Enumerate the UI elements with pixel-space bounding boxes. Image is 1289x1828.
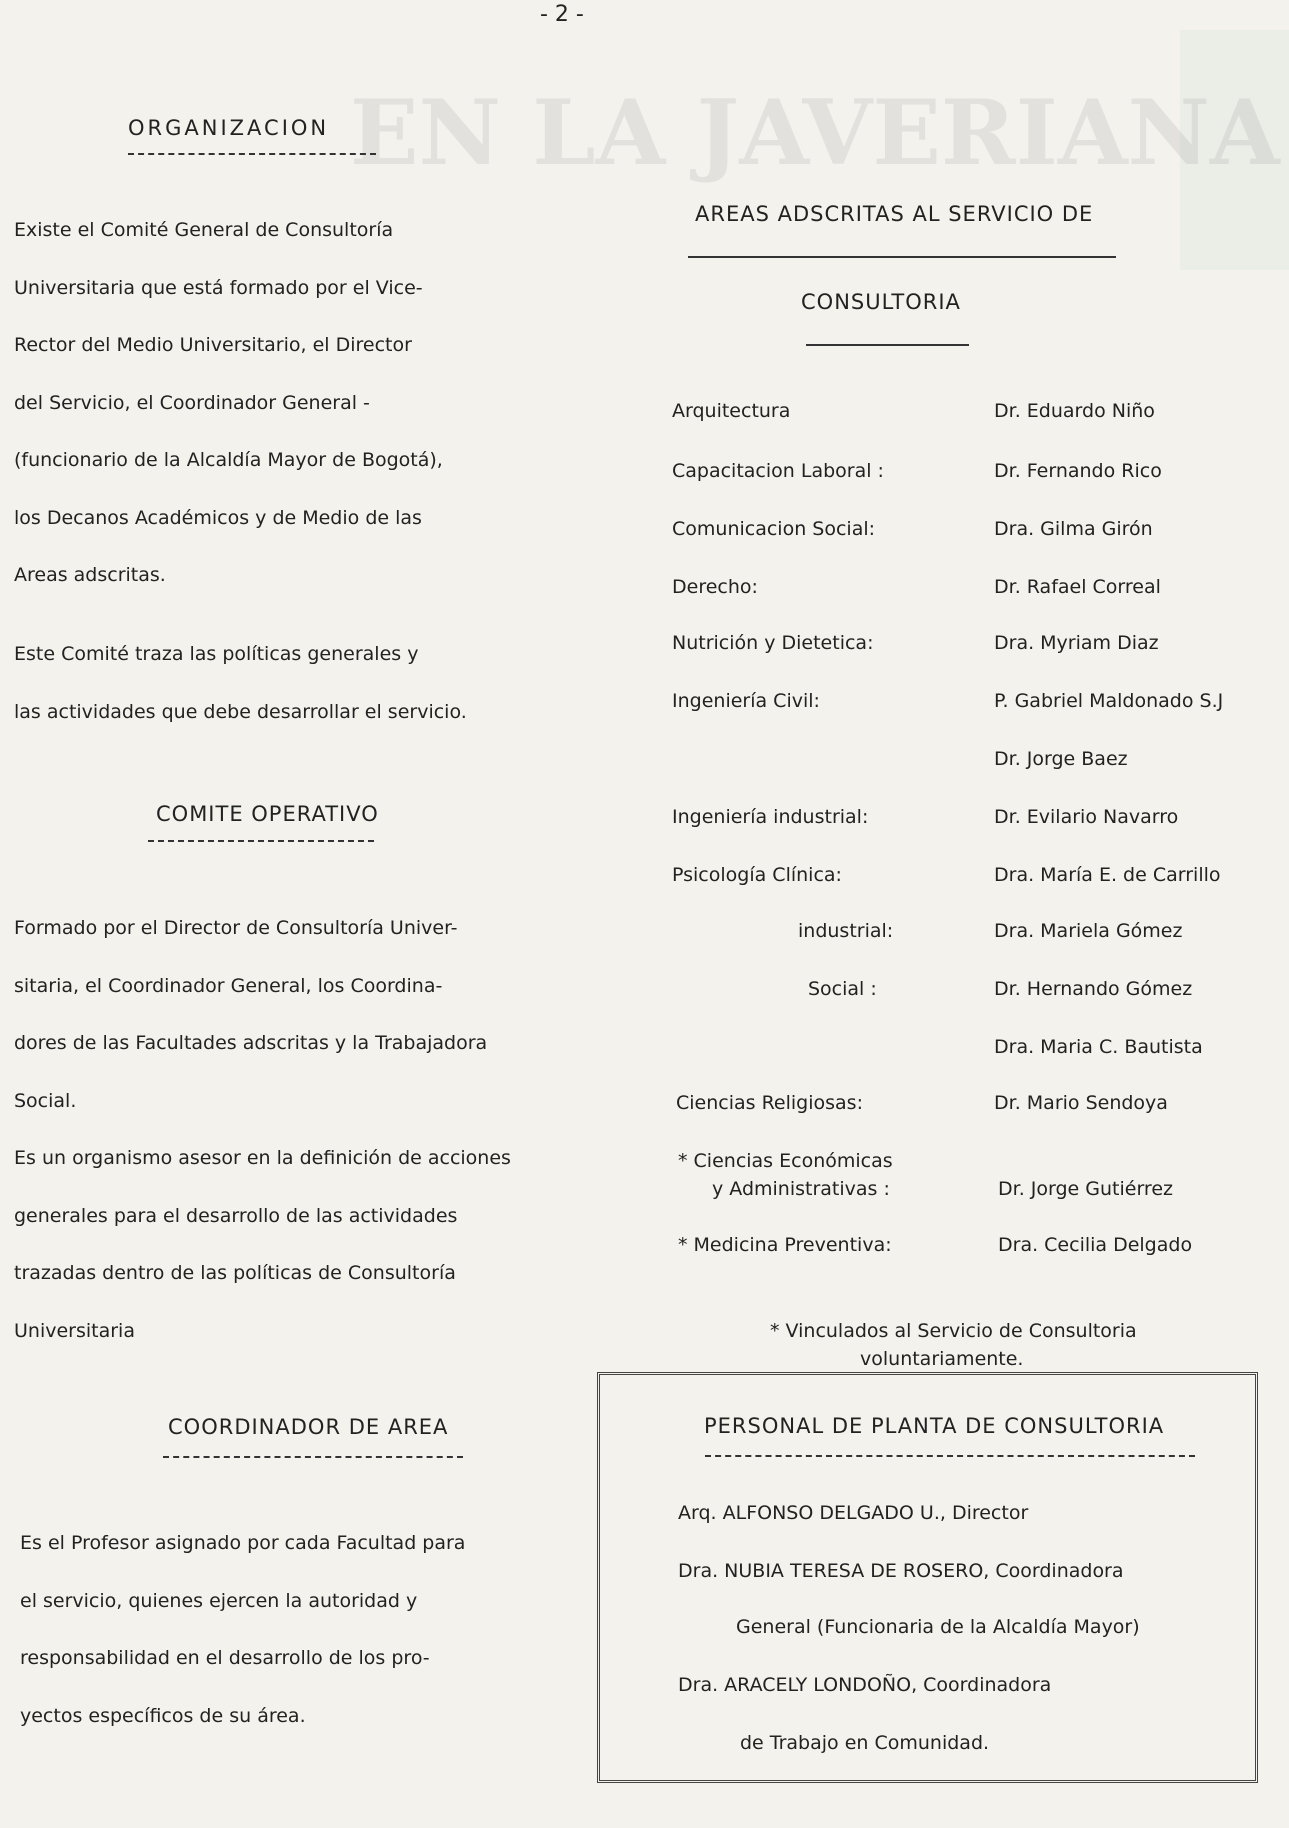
coordinador-heading: COORDINADOR DE AREA [168, 1415, 449, 1439]
area-person: Dra. Mariela Gómez [994, 920, 1183, 942]
text-line: responsabilidad en el desarrollo de los pro- [20, 1647, 430, 1669]
text-line: generales para el desarrollo de las actividades [14, 1204, 458, 1227]
areas-heading: AREAS ADSCRITAS AL SERVICIO DE [695, 202, 1094, 226]
personal-line: de Trabajo en Comunidad. [740, 1732, 990, 1754]
area-label: Ingeniería industrial: [672, 806, 869, 828]
text-line: Rector del Medio Universitario, el Director [14, 334, 412, 356]
area-person: Dra. María E. de Carrillo [994, 864, 1221, 886]
area-label: Capacitacion Laboral : [672, 460, 884, 482]
coordinador-text [20, 1515, 465, 1745]
text-line: del Servicio, el Coordinador General - [14, 391, 370, 414]
bleed-through-block [1180, 30, 1289, 270]
text-line: el servicio, quienes ejercen la autoridad y [20, 1589, 418, 1612]
area-person: Dr. Hernando Gómez [994, 978, 1193, 1000]
area-label: y Administrativas : [712, 1178, 890, 1200]
area-person: Dr. Eduardo Niño [994, 400, 1155, 422]
area-person: P. Gabriel Maldonado S.J [994, 690, 1224, 712]
area-person: Dr. Evilario Navarro [994, 806, 1179, 828]
areas-underline [688, 256, 1116, 258]
text-line: Es un organismo asesor en la definición de acciones [14, 1147, 511, 1169]
footnote: * Vinculados al Servicio de Consultoria [770, 1320, 1137, 1342]
organizacion-heading: ORGANIZACION [128, 116, 330, 140]
text-line: (funcionario de la Alcaldía Mayor de Bogotá), [14, 449, 443, 471]
area-label: Nutrición y Dietetica: [672, 632, 874, 654]
area-label: industrial: [798, 920, 894, 942]
area-person: Dra. Cecilia Delgado [998, 1234, 1193, 1256]
area-label: Psicología Clínica: [672, 864, 842, 886]
area-label: * Ciencias Económicas [678, 1150, 893, 1172]
area-label: Social : [808, 978, 877, 1000]
page-number: - 2 - [540, 2, 584, 27]
footnote: voluntariamente. [860, 1348, 1024, 1370]
comite-heading: COMITE OPERATIVO [156, 802, 379, 826]
coordinador-underline [163, 1456, 463, 1458]
bleed-through: EN LA JAVERIANA [350, 80, 1280, 186]
area-label: Derecho: [672, 576, 758, 598]
areas-heading-2: CONSULTORIA [801, 290, 961, 314]
organizacion-underline [128, 153, 376, 155]
area-person: Dr. Mario Sendoya [994, 1092, 1168, 1114]
area-person: Dra. Maria C. Bautista [994, 1036, 1203, 1058]
personal-line: Dra. ARACELY LONDOÑO, Coordinadora [678, 1674, 1052, 1696]
organizacion-text-2 [14, 626, 467, 741]
text-line: sitaria, el Coordinador General, los Coordina- [14, 974, 443, 997]
personal-line: Dra. NUBIA TERESA DE ROSERO, Coordinadora [678, 1560, 1124, 1582]
text-line: Formado por el Director de Consultoría Univer- [14, 917, 458, 939]
comite-text [14, 900, 511, 1360]
area-label: Ciencias Religiosas: [676, 1092, 863, 1114]
personal-underline [705, 1455, 1195, 1457]
area-label: Comunicacion Social: [672, 518, 876, 540]
area-person: Dra. Gilma Girón [994, 518, 1153, 540]
organizacion-text [14, 202, 443, 605]
area-label: Ingeniería Civil: [672, 690, 820, 712]
text-line: Universitaria [14, 1319, 135, 1342]
text-line: Social. [14, 1089, 77, 1112]
text-line: Este Comité traza las políticas generales y [14, 643, 419, 665]
text-line: yectos específicos de su área. [20, 1704, 306, 1727]
area-person: Dra. Myriam Diaz [994, 632, 1159, 654]
text-line: los Decanos Académicos y de Medio de las [14, 506, 422, 529]
text-line: dores de las Facultades adscritas y la Trabajadora [14, 1032, 488, 1054]
area-person: Dr. Jorge Gutiérrez [998, 1178, 1173, 1200]
area-label: Arquitectura [672, 400, 791, 422]
text-line: Es el Profesor asignado por cada Facultad para [20, 1532, 466, 1554]
area-person: Dr. Fernando Rico [994, 460, 1162, 482]
text-line: Areas adscritas. [14, 564, 166, 586]
text-line: trazadas dentro de las políticas de Consultoría [14, 1262, 456, 1284]
area-person: Dr. Rafael Correal [994, 576, 1161, 598]
areas-underline-2 [806, 344, 969, 346]
area-label: * Medicina Preventiva: [678, 1234, 892, 1256]
area-person: Dr. Jorge Baez [994, 748, 1128, 770]
personal-line: Arq. ALFONSO DELGADO U., Director [678, 1502, 1029, 1524]
comite-underline [148, 840, 374, 842]
text-line: las actividades que debe desarrollar el servicio. [14, 700, 467, 723]
personal-heading: PERSONAL DE PLANTA DE CONSULTORIA [704, 1414, 1165, 1438]
text-line: Universitaria que está formado por el Vice- [14, 276, 423, 299]
text-line: Existe el Comité General de Consultoría [14, 219, 394, 241]
personal-line: General (Funcionaria de la Alcaldía Mayor) [736, 1616, 1140, 1638]
